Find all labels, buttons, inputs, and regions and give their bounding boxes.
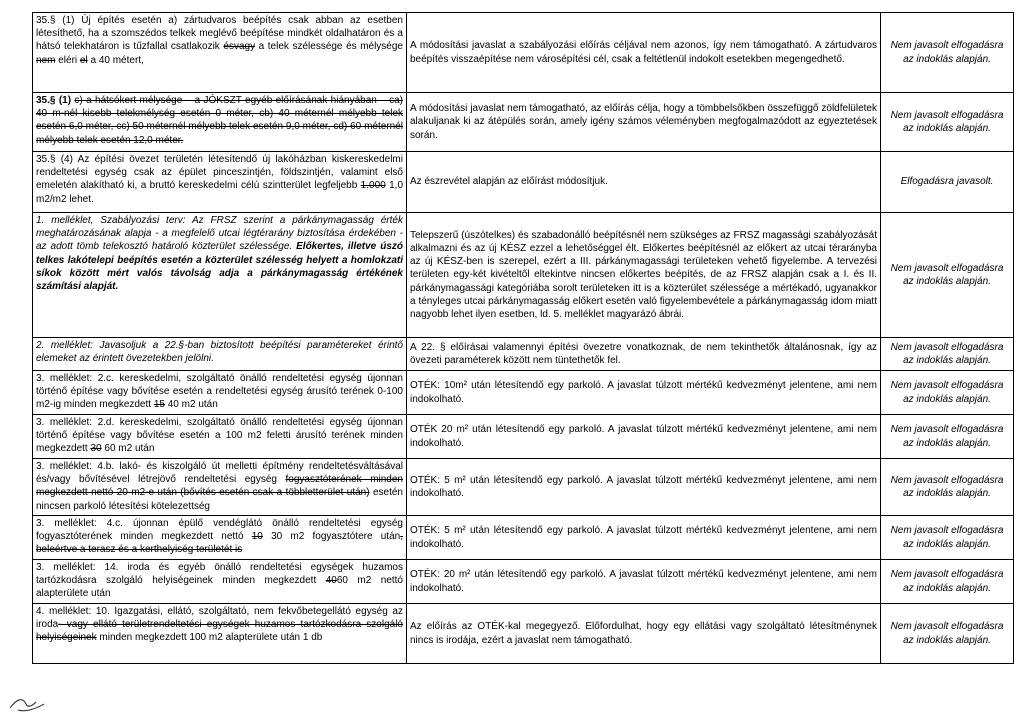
decision-cell: Nem javasolt elfogadásra az indoklás alapján. [881, 560, 1014, 604]
table-row [33, 13, 1014, 93]
decision-cell: Nem javasolt elfogadásra az indoklás alapján. [881, 459, 1014, 516]
response-cell: Az észrevétel alapján az előírást módosítjuk. [407, 152, 881, 213]
provision-cell [33, 604, 407, 664]
deleted-text: fogyasztóterének minden megkezdett nettó 20 m2-e után (bővítés esetén csak a többletterület után) [36, 474, 403, 499]
decision-cell: Nem javasolt elfogadásra az indoklás alapján. [881, 415, 1014, 459]
table-row [33, 560, 1014, 604]
provision-cell [33, 459, 407, 516]
provision-text: 3. melléklet: 4.c. újonnan épülő vendéglátó önálló rendeltetési egység fogyasztóterének minden megkezdett nettó [36, 518, 403, 543]
decision-cell: Elfogadásra javasolt. [881, 152, 1014, 213]
response-cell: OTÉK: 10m² után létesítendő egy parkoló. A javaslat túlzott mértékű kedvezményt jelentene, ami nem indokolható. [407, 371, 881, 415]
provision-cell [33, 371, 407, 415]
signature-mark [8, 690, 48, 714]
table-row [33, 459, 1014, 516]
comments-table [32, 12, 1014, 664]
response-cell: Telepszerű (úszótelkes) és szabadonálló beépítésnél nem szükséges az FRSZ magassági szabályozását alkalmazni és az új KÉSZ ezzel a lehetőséggel élt. Előkertes beépítésnél az előkert az utcai térarányba az új KÉSZ-ben is szerepel, ezért a III. párkánymagassági területeken vehető figyelembe. A tervezési területen egy-két kivételtől eltekintve nincsen előkertes beépítés, de az FRSZ alapján csak a I. és II. párkánymagassági kategóriába sorolt területeken itt is a közterület szélessége a mértékadó, ugyanakkor a tényleges utcai párkánymagasság előkert esetén való figyelembevétele a párkánymagasság idom miatt nagyobb lehet ilyen esetben, ld. 5. melléklet magyarázó ábrái. [407, 213, 881, 338]
provision-text: 35.§ (4) Az építési övezet területén létesítendő új lakóházban kiskereskedelmi rendeltetési egység csak az épület pinceszintjén, földszintjén, valamint első emeletén alakítható ki, a bruttó kereskedelmi célú szintterület legfeljebb [36, 154, 403, 192]
decision-cell: Nem javasolt elfogadásra az indoklás alapján. [881, 13, 1014, 93]
provision-text: minden megkezdett 100 m2 alapterülete után 1 db [96, 632, 323, 644]
provision-cell [33, 415, 407, 459]
provision-cell [33, 152, 407, 213]
deleted-text: c) a hátsókert mélysége – a JÓKSZT egyéb előírásának hiányában – ca) 40 m-nél kisebb telekmélység esetén 0 méter, cb) 40 méternél mélyebb telek esetén 6,0 méter, cc) 50 méternél mélyebb telek esetén 9,0 méter, cd) 60 méternél mélyebb telek esetén 12,0 méter. [36, 95, 403, 146]
provision-cell [33, 213, 407, 338]
response-cell: A módosítási javaslat nem támogatható, az előírás célja, hogy a tömbbelsőkben összefüggő zöldfelületek alakuljanak ki az átépülés során, amely igény számos véleményben megfogalmazódott az egyeztetések során. [407, 93, 881, 152]
provision-text: 3. melléklet: 14. iroda és egyéb önálló rendeltetési egységek huzamos tartózkodásra szolgáló helyiségeinek minden megkezdett [36, 562, 403, 587]
provision-text: 35.§ (1) Új építés esetén a) zártudvaros beépítés csak abban az esetben létesíthető, ha a szomszédos telkek meglévő beépítése mindkét oldalhatáron és a hátsó telekhatáron is tűzfallal csatlakozik [36, 15, 403, 53]
table-row [33, 604, 1014, 664]
provision-text: 3. melléklet: 2.c. kereskedelmi, szolgáltató önálló rendeltetési egység újonnan történő építése vagy bővítése esetén a rendeltetési egység árusító terének 0-100 m2-ig minden megkezdett [36, 373, 403, 411]
provision-text: 35.§ (1) [36, 95, 75, 106]
provision-text: 30 m2 fogyasztótere után [262, 531, 401, 543]
proposal-text: Előkertes, illetve úszó telkes lakótelepi beépítés esetén a közterület szélesség helyett a homlokzati síkok között mért valós távolság adja a párkánymagasság értékének számítási alapját. [36, 241, 403, 293]
provision-text: 4. melléklet: 10. Igazgatási, ellátó, szolgáltató, nem fekvőbetegellátó egység az iroda [36, 606, 403, 631]
provision-text: 60 m2 után [101, 443, 155, 455]
provision-cell: 2. melléklet: Javasoljuk a 22.§-ban biztosított beépítési paramétereket érintő elemeket az érintett övezetekben jelölni. [33, 338, 407, 371]
deleted-text: ésvagy [223, 41, 256, 53]
provision-cell [33, 93, 407, 152]
provision-text: 40 m2 után [164, 399, 218, 411]
provision-cell [33, 13, 407, 93]
decision-cell: Nem javasolt elfogadásra az indoklás alapján. [881, 338, 1014, 371]
decision-cell: Nem javasolt elfogadásra az indoklás alapján. [881, 604, 1014, 664]
decision-cell: Nem javasolt elfogadásra az indoklás alapján. [881, 93, 1014, 152]
response-cell: A 22. § előírásai valamennyi építési övezetre vonatkoznak, de nem tekinthetők általánosnak, így az övezeti paraméterek között nem tüntethetők fel. [407, 338, 881, 371]
decision-cell: Nem javasolt elfogadásra az indoklás alapján. [881, 516, 1014, 560]
table-row [33, 213, 1014, 338]
provision-text: 3. melléklet: 2.d. kereskedelmi, szolgáltató önálló rendeltetési egység újonnan történő építése vagy bővítése esetén a 100 m2 feletti árusító terének minden megkezdett [36, 417, 403, 455]
deleted-text: 1.000 [360, 180, 386, 192]
deleted-text: - vagy ellátó területrendeltetési egységek huzamos tartózkodásra szolgáló helyiségeinek [36, 619, 403, 644]
deleted-text: 40 [325, 575, 337, 587]
table-row [33, 338, 1014, 371]
provision-cell [33, 560, 407, 604]
provision-text: 3. melléklet: 4.b. lakó- és kiszolgáló út melletti építmény rendeltetésváltásával és/vagy bővítésével létrejövő rendeltetési egység [36, 461, 403, 486]
provision-cell [33, 516, 407, 560]
decision-cell: Nem javasolt elfogadásra az indoklás alapján. [881, 213, 1014, 338]
provision-text: eléri [55, 54, 80, 66]
response-cell: A módosítási javaslat a szabályozási előírás céljával nem azonos, így nem támogatható. A zártudvaros beépítés visszaépítése nem városépítési cél, csak a feltétlenül indokolt esetekben megengedhető. [407, 13, 881, 93]
table-row [33, 415, 1014, 459]
decision-cell: Nem javasolt elfogadásra az indoklás alapján. [881, 371, 1014, 415]
provision-text: esetén nincsen parkoló létesítési kötelezettség [36, 487, 403, 512]
table-row [33, 93, 1014, 152]
deleted-text: 15 [153, 399, 165, 411]
deleted-text: el [79, 54, 88, 66]
response-cell: OTÉK: 5 m² után létesítendő egy parkoló. A javaslat túlzott mértékű kedvezményt jelentene, ami nem indokolható. [407, 459, 881, 516]
response-cell: OTÉK: 20 m² után létesítendő egy parkoló. A javaslat túlzott mértékű kedvezményt jelentene, ami nem indokolható. [407, 560, 881, 604]
provision-text: a 40 métert, [87, 54, 144, 66]
response-cell: OTÉK: 5 m² után létesítendő egy parkoló. A javaslat túlzott mértékű kedvezményt jelentene, ami nem indokolható. [407, 516, 881, 560]
provision-text: a telek szélessége és mélysége [255, 41, 403, 53]
response-cell: Az előírás az OTÉK-kal megegyező. Előfordulhat, hogy egy ellátási vagy szolgáltató létesítménynek nincs is irodája, ezért a javaslat nem támogatható. [407, 604, 881, 664]
provision-text: 1,0 m2/m2 lehet. [36, 180, 404, 205]
deleted-text: , beleértve a terasz és a kerthelyiség területét is [36, 531, 403, 556]
provision-text: 60 m2 nettó alapterülete után [36, 575, 403, 600]
deleted-text: nem [36, 54, 56, 66]
deleted-text: 30 [90, 443, 102, 455]
table-row [33, 516, 1014, 560]
deleted-text: 10 [251, 531, 263, 543]
provision-text: 1. melléklet, Szabályozási terv: Az FRSZ szerint a párkánymagasság érték meghatározásának alapja - a megfelelő utcai légtérarány biztosítása érdekében - az adott tömb telekosztó határoló közterület szélessége. [36, 215, 403, 253]
table-row [33, 371, 1014, 415]
response-cell: OTÉK 20 m² után létesítendő egy parkoló. A javaslat túlzott mértékű kedvezményt jelentene, ami nem indokolható. [407, 415, 881, 459]
table-row [33, 152, 1014, 213]
